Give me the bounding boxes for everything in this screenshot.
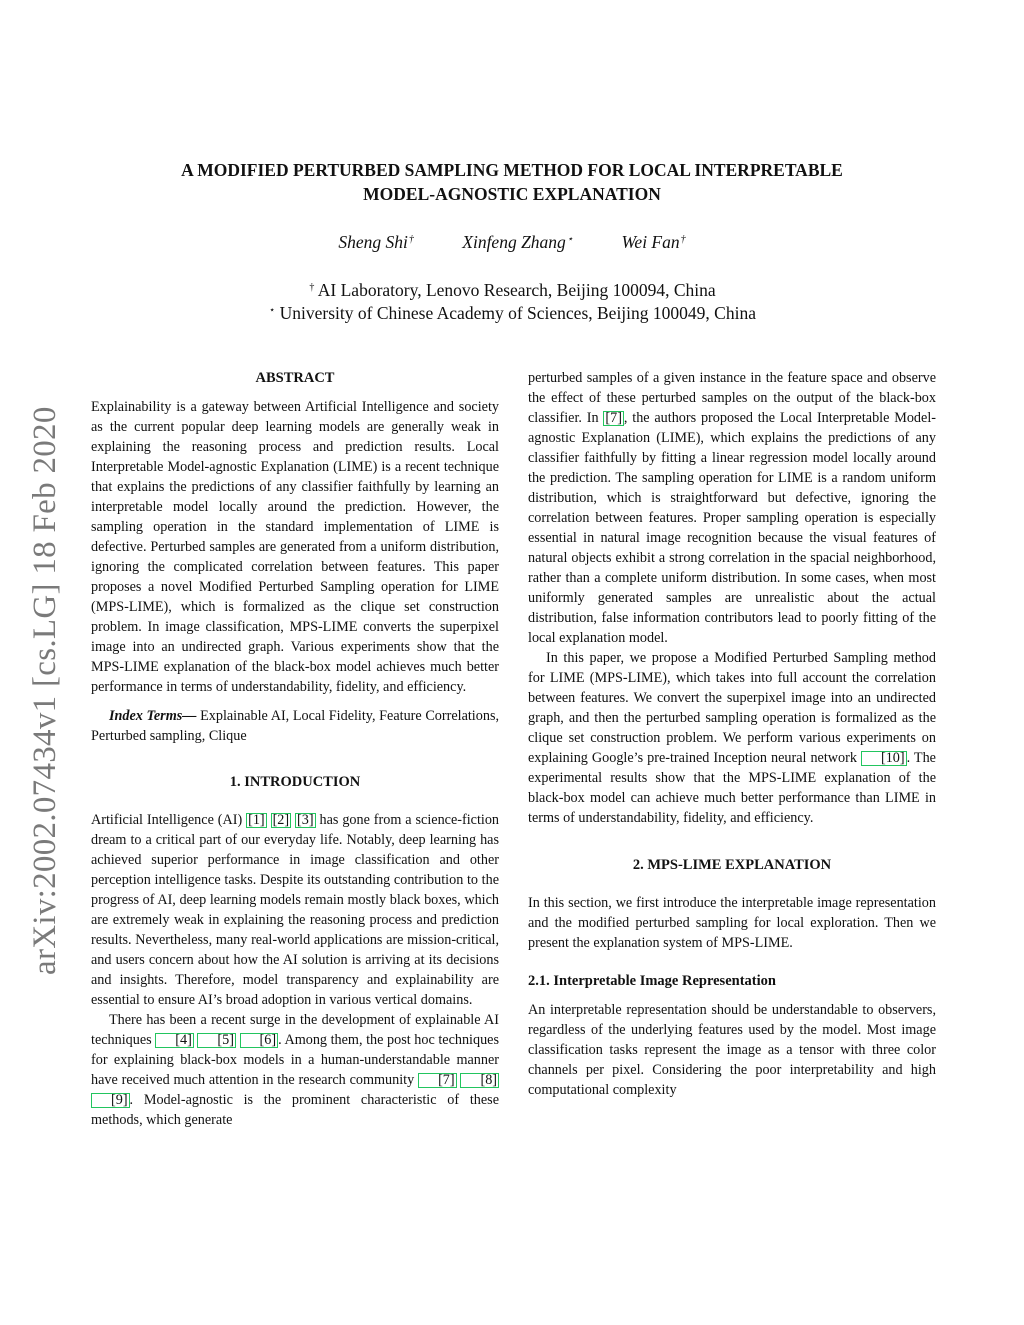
citation-link[interactable]: [4] — [155, 1033, 194, 1048]
arxiv-stamp: arXiv:2002.07434v1 [cs.LG] 18 Feb 2020 — [27, 406, 63, 975]
citation-link[interactable]: [2] — [272, 812, 290, 828]
intro-paragraph-3: perturbed samples of a given instance in the feature space and observe the effect of these perturbed samples on the output of the black-box classifier. In [7] , the authors proposed the Local Interpretable Model-agnostic Explanation (LIME), which explains the predictions of any classifier faithfully by fitting a linear regression model locally around the prediction. The sampling operation for LIME is a random uniform distribution, which is straightforward but defective, ignoring the correlation between features. Proper sampling operation is especially essential in natural image recognition because the visual features of natural objects exhibit a strong correlation in the spacial neighborhood, rather than a complete uniform distribution. In some cases, when most uniformly generated samples are unrealistic about the actual distribution, false information contributors lead to poorly fitting of the local explanation model. — [528, 370, 936, 646]
index-terms: Index Terms— Explainable AI, Local Fidelity, Feature Correlations, Perturbed sampling, Clique — [91, 708, 500, 744]
author: Xinfeng Zhang⋆ — [462, 232, 574, 252]
affiliation-ucas: ⋆ University of Chinese Academy of Sciences, Beijing 100049, China — [269, 303, 756, 323]
abstract-text: Explainability is a gateway between Artificial Intelligence and society as the current popular deep learning models are generally weak in explaining the reasoning process and prediction results. Local Interpretable Model-agnostic Explanation (LIME) is a recent technique that explains the predictions of any classifier faithfully by learning an interpretable model locally around the prediction. However, the sampling operation in the standard implementation of LIME is defective. Perturbed samples are generated from a uniform distribution, ignoring the complicated correlation between features. This paper proposes a novel Modified Perturbed Sampling operation for LIME (MPS-LIME), which is formalized as the clique set construction problem. In image classification, MPS-LIME converts the superpixel image into an undirected graph. Various experiments show that the MPS-LIME explanation of the black-box model achieves much better performance in terms of understandability, fidelity, and efficiency. — [91, 399, 499, 695]
author: Wei Fan† — [621, 232, 686, 252]
intro-heading: 1. INTRODUCTION — [229, 774, 361, 790]
citation-link[interactable]: [9] — [91, 1093, 130, 1108]
author: Sheng Shi† — [338, 232, 414, 252]
citation-link[interactable]: [6] — [240, 1033, 279, 1048]
section-2-heading: 2. MPS-LIME EXPLANATION — [632, 857, 832, 873]
citation-link[interactable]: [1] — [248, 812, 265, 828]
citation-link[interactable]: [3] — [297, 812, 314, 828]
subsection-2-1-text: An interpretable representation should be understandable to observers, regardless of the underlying features used by the model. Most image classification tasks represent the image as a tensor with three color channels per pixel. Considering the poor interpretability and high computational complexity — [528, 1002, 936, 1098]
citation-link[interactable]: [10] — [861, 751, 907, 766]
author-list — [0, 231, 1024, 253]
intro-paragraph-1: Artificial Intelligence (AI) [1] [2] [3] has gone from a science-fiction dream to a critical part of our everyday life. Notably, deep learning has achieved superior performance in image classification and other perception intelligence tasks. Despite its outstanding contribution to the progress of AI, deep learning models remain mostly black boxes, which are extremely weak in explaining the reasoning process and prediction results. Nevertheless, many real-world applications are mission-critical, and users concern about how the AI solution is arriving at its decisions and insights. Therefore, model transparency and explainability are essential to ensure AI’s broad adoption in various vertical domains. — [91, 812, 500, 1008]
title-line-1: A MODIFIED PERTURBED SAMPLING METHOD FOR LOCAL INTERPRETABLE — [181, 160, 843, 180]
title-line-2: MODEL-AGNOSTIC EXPLANATION — [363, 184, 661, 204]
left-column — [91, 368, 499, 1130]
intro-paragraph-4: In this paper, we propose a Modified Perturbed Sampling method for LIME (MPS-LIME), which takes into full account the correlation between features. We convert the superpixel image into an undirected graph, and then the perturbed sampling operation is formalized as the clique set construction problem. We perform various experiments on explaining Google’s pre-trained Inception neural network [10] . The experimental results show that the MPS-LIME explanation of the black-box model can achieve much better performance than LIME in terms of understandability, fidelity, and efficiency. — [528, 650, 936, 826]
right-column — [528, 368, 936, 1100]
abstract-heading: ABSTRACT — [255, 370, 335, 386]
citation-link[interactable]: [8] — [460, 1073, 499, 1088]
paper-title — [100, 158, 924, 206]
citation-link[interactable]: [7] — [605, 410, 622, 426]
section-2-text: In this section, we first introduce the interpretable image representation and the modified perturbed sampling for local exploration. Then we present the explanation system of MPS-LIME. — [528, 895, 936, 951]
intro-paragraph-2: There has been a recent surge in the development of explainable AI techniques [4] [5] [6] . Among them, the post hoc techniques for explaining black-box models in a human-understandable manner have received much attention in the research community [7] [8] [9] . Model-agnostic is the prominent characteristic of these methods, which generate — [91, 1012, 500, 1128]
subsection-2-1-heading: 2.1. Interpretable Image Representation — [528, 973, 776, 989]
citation-link[interactable]: [5] — [197, 1033, 236, 1048]
affiliation-lenovo: † AI Laboratory, Lenovo Research, Beijing 100094, China — [309, 280, 716, 300]
citation-link[interactable]: [7] — [418, 1073, 457, 1088]
